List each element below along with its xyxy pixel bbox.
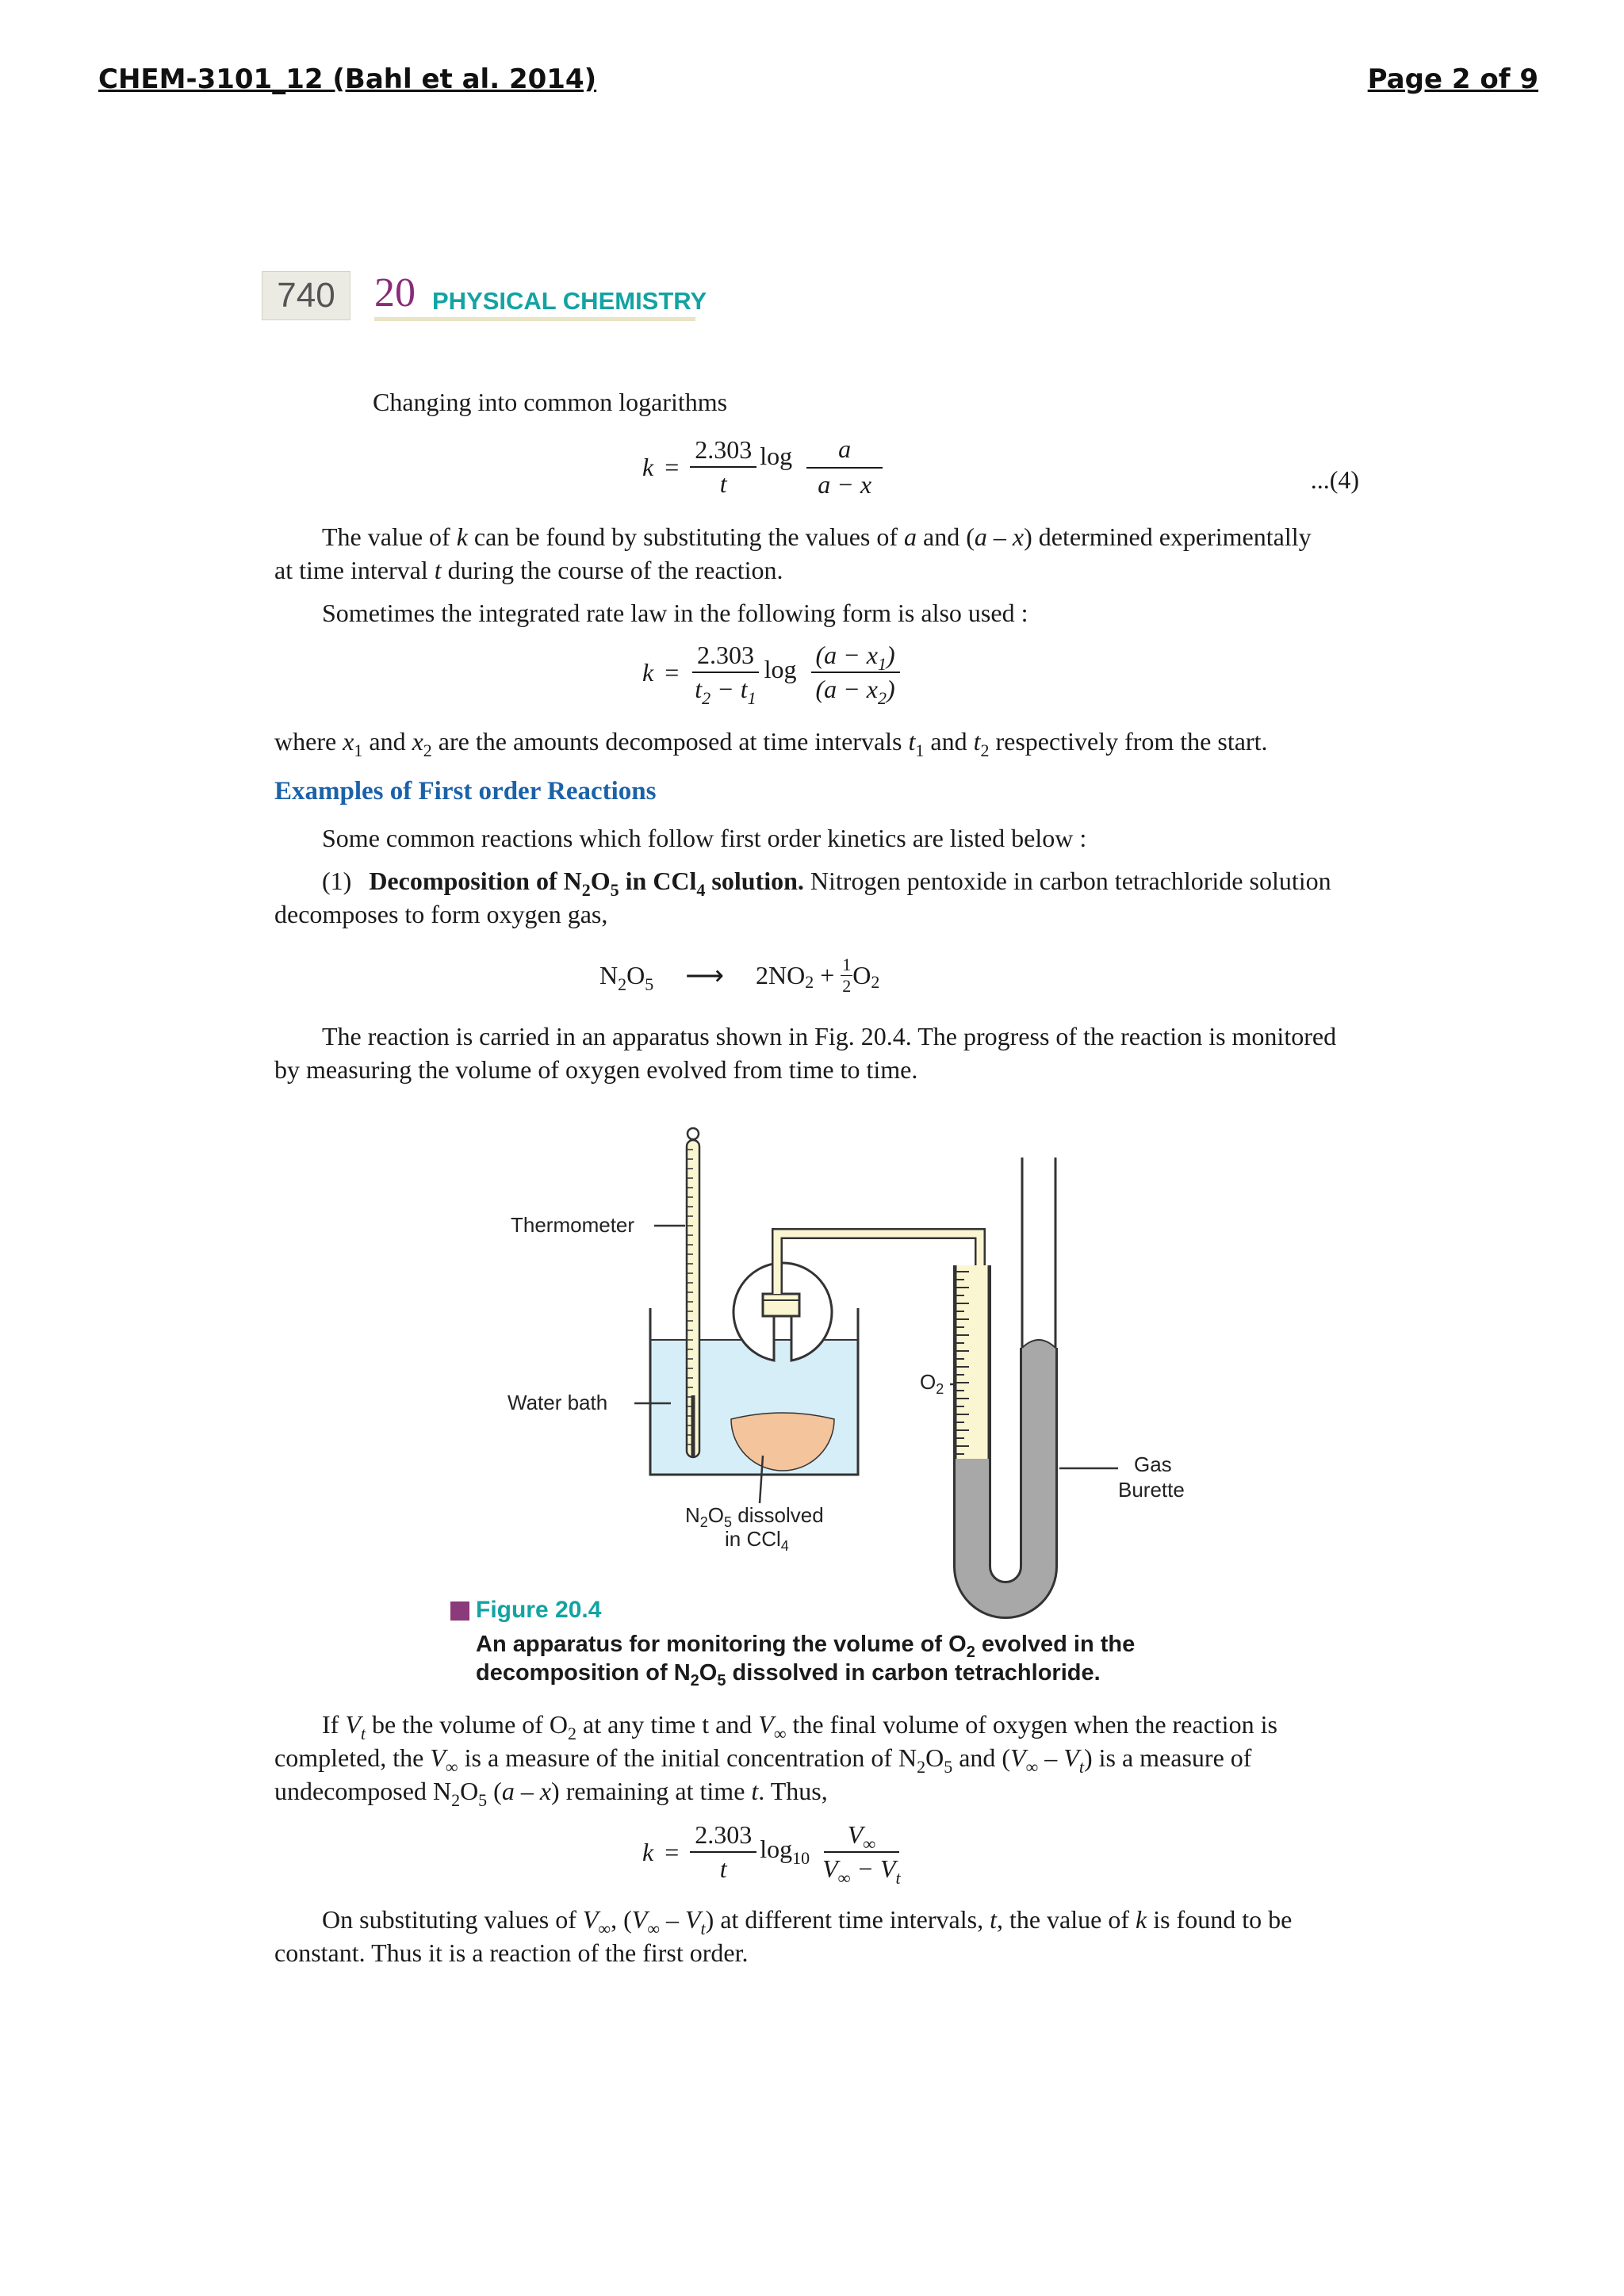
gas-burette xyxy=(956,1158,1055,1600)
label-o2-o: O xyxy=(920,1370,936,1394)
para3-x1-sub: 1 xyxy=(354,740,363,760)
para6-vinf-sub: ∞ xyxy=(773,1724,787,1743)
para1-k: k xyxy=(456,522,468,551)
para3-t1-sub: 1 xyxy=(915,740,925,760)
product-no2: 2NO xyxy=(755,961,806,989)
label-n2o5-dissolved xyxy=(685,1503,824,1528)
product-o2-sub: 2 xyxy=(871,971,880,992)
thermometer-top-ring xyxy=(688,1128,699,1139)
item1-bold-c: solution. xyxy=(705,867,804,895)
flask-stopper xyxy=(763,1294,799,1316)
para6-2-vinf-sub: ∞ xyxy=(445,1757,458,1777)
chapter-title: PHYSICAL CHEMISTRY xyxy=(432,287,707,315)
para7-k: k xyxy=(1136,1905,1147,1934)
para6-2-vinf: V xyxy=(430,1743,446,1772)
label-thermometer: Thermometer xyxy=(511,1213,635,1237)
document-id: CHEM-3101_12 (Bahl et al. 2014) xyxy=(98,63,597,95)
figure-title: Figure 20.4 xyxy=(476,1597,602,1623)
para6-vt-sub: t xyxy=(360,1724,366,1743)
label-water-bath: Water bath xyxy=(508,1391,608,1414)
para6-3-o5-sub: 5 xyxy=(478,1790,488,1810)
reactant-sub-2: 2 xyxy=(618,974,627,994)
label-gas: Gas xyxy=(1134,1452,1172,1476)
ccl4-sub: 4 xyxy=(780,1538,789,1554)
paragraph-6-line-1 xyxy=(322,1708,1277,1744)
n2o5-o: O xyxy=(707,1503,725,1527)
item1-o: O xyxy=(590,867,611,895)
para7-v1-sub: ∞ xyxy=(647,1919,660,1938)
caption2-sub5: 5 xyxy=(717,1672,726,1689)
para6-vt: V xyxy=(345,1710,361,1739)
eq6-denominator xyxy=(818,1853,906,1888)
para6-2-minus: – xyxy=(1038,1743,1064,1772)
para1-text-d: ) determined experimentally xyxy=(1024,522,1312,551)
ccl4-text: in CCl xyxy=(725,1527,781,1551)
eq6-log-text: log xyxy=(760,1834,793,1863)
eq5-den-close: ) xyxy=(886,675,895,703)
para1-text-c: and ( xyxy=(917,522,975,551)
para6-3c: ) remaining at time xyxy=(551,1777,752,1805)
para6-2-v2-sub: t xyxy=(1078,1757,1084,1777)
eq6-ratio xyxy=(818,1820,906,1888)
eq6-den-v1: V xyxy=(822,1854,838,1883)
eq6-log-base: 10 xyxy=(792,1847,810,1868)
eq5-num-close: ) xyxy=(886,641,895,669)
product-plus: + xyxy=(814,961,841,989)
eq6-den-sub2: t xyxy=(895,1868,901,1888)
equation-4-tag: ...(4) xyxy=(1310,465,1359,494)
para6-3-o: O xyxy=(460,1777,479,1805)
paragraph-6-line-3 xyxy=(274,1774,828,1811)
eq4-coef: 2.303 xyxy=(690,435,756,468)
reactant-sub-5: 5 xyxy=(645,974,654,994)
item1-bold-a: Decomposition of N xyxy=(369,867,582,895)
figure-marker xyxy=(450,1601,469,1621)
eq6-numerator xyxy=(824,1820,899,1853)
para6-3d: . Thus, xyxy=(758,1777,828,1805)
eq5-equals: = xyxy=(665,657,680,687)
eq6-den-v2: V xyxy=(879,1854,896,1883)
eq5-den-text: (a − x xyxy=(815,675,878,703)
paragraph-4: Some common reactions which follow first order kinetics are listed below : xyxy=(322,824,1087,852)
eq6-t: t xyxy=(719,1854,727,1883)
para7-t: t xyxy=(990,1905,997,1934)
eq5-log: log xyxy=(764,654,797,683)
para6-2-v1-sub: ∞ xyxy=(1025,1757,1039,1777)
para3-a: where xyxy=(274,727,343,756)
para3-t2-sub: 2 xyxy=(980,740,990,760)
para6-1c: at any time t and xyxy=(576,1710,759,1739)
eq6-equals: = xyxy=(665,1837,680,1866)
eq5-num-text: (a − x xyxy=(815,641,878,669)
para6-1a: If xyxy=(322,1710,346,1739)
paragraph-7-line-2: constant. Thus it is a reaction of the first order. xyxy=(274,1938,749,1967)
n2o5-n: N xyxy=(685,1503,700,1527)
para6-1d: the final volume of oxygen when the reaction is xyxy=(786,1710,1277,1739)
para3-c: are the amounts decomposed at time intervals xyxy=(431,727,909,756)
eq4-t: t xyxy=(719,469,727,498)
para6-2-o: O xyxy=(925,1743,944,1772)
eq6-num-sub: ∞ xyxy=(863,1834,875,1854)
equation-volume xyxy=(642,1820,906,1888)
label-burette: Burette xyxy=(1118,1478,1185,1502)
eq4-numerator: a xyxy=(806,434,883,469)
eq6-coef-frac xyxy=(690,1820,756,1884)
half-den: 2 xyxy=(842,976,852,996)
para3-d: and xyxy=(924,727,974,756)
para7-v2-sub: t xyxy=(700,1919,706,1938)
label-o2 xyxy=(920,1370,944,1395)
para1-a-minus-x: a – x xyxy=(974,522,1025,551)
n2o5-dissolved: dissolved xyxy=(732,1503,824,1527)
eq5-num-sub: 1 xyxy=(877,654,887,674)
para6-1b: be the volume of O xyxy=(365,1710,569,1739)
caption1-sub: 2 xyxy=(966,1644,975,1661)
para3-x2-sub: 2 xyxy=(423,740,432,760)
eq5-k: k xyxy=(642,657,654,687)
para1-text-a: The value of xyxy=(322,522,457,551)
eq4-equals: = xyxy=(665,452,680,481)
caption2-e: dissolved in carbon tetrachloride. xyxy=(726,1660,1101,1686)
para6-3a: undecomposed N xyxy=(274,1777,452,1805)
intro-text: Changing into common logarithms xyxy=(373,388,728,416)
paragraph-7-line-1 xyxy=(322,1903,1292,1939)
para7-1e: is found to be xyxy=(1147,1905,1293,1934)
product-no2-sub: 2 xyxy=(805,971,814,992)
para6-vinf: V xyxy=(758,1710,774,1739)
para1-t: t xyxy=(434,556,442,584)
para3-t1: t xyxy=(908,727,916,756)
para6-2-n2-sub: 2 xyxy=(917,1757,926,1777)
paragraph-6-line-2 xyxy=(274,1741,1251,1777)
figure-caption-line-1 xyxy=(476,1630,1135,1661)
figure-caption-line-2 xyxy=(476,1659,1101,1689)
para1-line2-a: at time interval xyxy=(274,556,435,584)
para6-2-v2: V xyxy=(1063,1743,1079,1772)
para1-a: a xyxy=(904,522,917,551)
book-page-number: 740 xyxy=(262,271,350,320)
eq5-den-sub: 2 xyxy=(877,688,887,708)
item1-number: (1) xyxy=(322,867,352,895)
para3-t2: t xyxy=(973,727,981,756)
chapter-number: 20 xyxy=(374,270,416,316)
page-label: Page 2 of 9 xyxy=(1367,63,1538,95)
para7-minus: – xyxy=(660,1905,685,1934)
item1-sub-4: 4 xyxy=(696,880,706,900)
eq6-coef: 2.303 xyxy=(690,1820,756,1853)
label-in-ccl4 xyxy=(725,1527,789,1552)
paragraph-5-line-1: The reaction is carried in an apparatus shown in Fig. 20.4. The progress of the reaction is monitored xyxy=(322,1022,1337,1050)
eq6-den-minus: − xyxy=(850,1854,880,1883)
eq6-den-sub1: ∞ xyxy=(837,1868,851,1888)
reaction-arrow: ⟶ xyxy=(685,961,724,991)
para6-2-o5-sub: 5 xyxy=(944,1757,953,1777)
para3-b: and xyxy=(362,727,412,756)
para3-x2: x xyxy=(412,727,423,756)
eq5-t1-sub: 1 xyxy=(747,688,756,708)
item1-sub-5: 5 xyxy=(610,880,619,900)
para6-3-a-minus-x: a – x xyxy=(501,1777,552,1805)
half-num: 1 xyxy=(842,955,852,974)
para7-1a: On substituting values of xyxy=(322,1905,583,1934)
para7-1b: , ( xyxy=(611,1905,632,1934)
caption1-c: evolved in the xyxy=(975,1632,1136,1657)
eq6-k: k xyxy=(642,1837,654,1866)
para6-3-t: t xyxy=(751,1777,759,1805)
item1-sub-2: 2 xyxy=(581,880,591,900)
para1-text-b: can be found by substituting the values of xyxy=(467,522,905,551)
paragraph-2: Sometimes the integrated rate law in the following form is also used : xyxy=(322,599,1028,627)
para7-1c: ) at different time intervals, xyxy=(705,1905,990,1934)
para6-2-v1: V xyxy=(1010,1743,1026,1772)
product-o2: O xyxy=(852,961,871,989)
caption2-sub2: 2 xyxy=(690,1672,699,1689)
caption2-o: O xyxy=(699,1660,718,1686)
caption2-a: decomposition of N xyxy=(476,1660,691,1686)
eq5-minus: − xyxy=(710,675,741,703)
paragraph-5-line-2: by measuring the volume of oxygen evolved from time to time. xyxy=(274,1055,918,1084)
eq5-coef: 2.303 xyxy=(692,641,759,673)
section-heading-examples: Examples of First order Reactions xyxy=(274,777,657,806)
para6-3b: ( xyxy=(487,1777,502,1805)
eq6-log xyxy=(760,1834,810,1868)
para3-x1: x xyxy=(343,727,354,756)
label-o2-sub: 2 xyxy=(936,1381,944,1397)
para6-2c: and ( xyxy=(952,1743,1011,1772)
reactant-o: O xyxy=(626,961,645,989)
item1-rest: Nitrogen pentoxide in carbon tetrachloride solution xyxy=(803,867,1331,895)
para7-vinf-sub: ∞ xyxy=(598,1919,611,1938)
para7-vinf: V xyxy=(582,1905,599,1934)
open-arm-meniscus xyxy=(1022,1340,1055,1348)
item-1-line-2: decomposes to form oxygen gas, xyxy=(274,900,608,928)
eq4-denominator: a − x xyxy=(818,470,872,499)
reactant-n: N xyxy=(599,961,619,989)
n2o5-sub5: 5 xyxy=(724,1514,733,1530)
eq5-t1: t xyxy=(740,675,748,703)
para6-3-n2-sub: 2 xyxy=(451,1790,461,1810)
eq6-num-v: V xyxy=(847,1820,864,1849)
eq5-t2: t xyxy=(695,675,703,703)
eq4-k: k xyxy=(642,452,654,481)
item1-bold-b: in CCl xyxy=(619,867,697,895)
para1-line2-b: during the course of the reaction. xyxy=(441,556,783,584)
para7-v2: V xyxy=(685,1905,701,1934)
eq4-log: log xyxy=(760,441,793,470)
para7-1d: , the value of xyxy=(996,1905,1136,1934)
para6-2a: completed, the xyxy=(274,1743,431,1772)
para6-2b: is a measure of the initial concentration of N xyxy=(458,1743,917,1772)
caption1-a: An apparatus for monitoring the volume of O xyxy=(476,1632,967,1657)
para3-e: respectively from the start. xyxy=(989,727,1268,756)
para6-o2-sub: 2 xyxy=(568,1724,577,1743)
eq5-t2-sub: 2 xyxy=(702,688,711,708)
para7-v1: V xyxy=(631,1905,648,1934)
n2o5-sub2: 2 xyxy=(699,1514,708,1530)
thermometer xyxy=(687,1128,699,1457)
para6-2d: ) is a measure of xyxy=(1083,1743,1252,1772)
